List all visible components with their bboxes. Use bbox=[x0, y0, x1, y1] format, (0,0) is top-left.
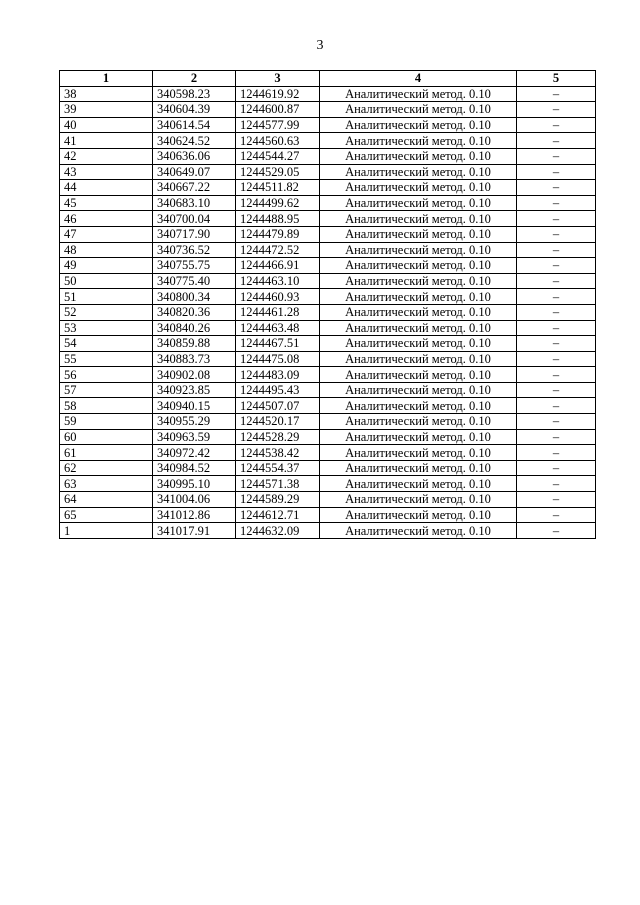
x-coordinate-cell: 340775.40 bbox=[153, 273, 236, 289]
method-cell: Аналитический метод. 0.10 bbox=[320, 523, 517, 539]
note-cell: – bbox=[517, 523, 596, 539]
table-row bbox=[60, 304, 596, 320]
point-number-cell: 54 bbox=[60, 336, 153, 352]
note-cell: – bbox=[517, 492, 596, 508]
table-row bbox=[60, 242, 596, 258]
x-coordinate-cell: 340972.42 bbox=[153, 445, 236, 461]
note-cell: – bbox=[517, 180, 596, 196]
method-cell: Аналитический метод. 0.10 bbox=[320, 460, 517, 476]
x-coordinate-cell: 340984.52 bbox=[153, 460, 236, 476]
point-number-cell: 61 bbox=[60, 445, 153, 461]
method-cell: Аналитический метод. 0.10 bbox=[320, 507, 517, 523]
note-cell: – bbox=[517, 445, 596, 461]
point-number-cell: 42 bbox=[60, 148, 153, 164]
table-row bbox=[60, 226, 596, 242]
y-coordinate-cell: 1244472.52 bbox=[236, 242, 320, 258]
method-cell: Аналитический метод. 0.10 bbox=[320, 320, 517, 336]
point-number-cell: 38 bbox=[60, 86, 153, 102]
point-number-cell: 1 bbox=[60, 523, 153, 539]
y-coordinate-cell: 1244466.91 bbox=[236, 258, 320, 274]
y-coordinate-cell: 1244538.42 bbox=[236, 445, 320, 461]
table-row bbox=[60, 445, 596, 461]
y-coordinate-cell: 1244483.09 bbox=[236, 367, 320, 383]
note-cell: – bbox=[517, 414, 596, 430]
y-coordinate-cell: 1244461.28 bbox=[236, 304, 320, 320]
point-number-cell: 43 bbox=[60, 164, 153, 180]
x-coordinate-cell: 340995.10 bbox=[153, 476, 236, 492]
table-row bbox=[60, 414, 596, 430]
x-coordinate-cell: 340963.59 bbox=[153, 429, 236, 445]
y-coordinate-cell: 1244507.07 bbox=[236, 398, 320, 414]
coordinates-table bbox=[59, 70, 596, 539]
point-number-cell: 47 bbox=[60, 226, 153, 242]
table-row bbox=[60, 336, 596, 352]
method-cell: Аналитический метод. 0.10 bbox=[320, 476, 517, 492]
note-cell: – bbox=[517, 398, 596, 414]
x-coordinate-cell: 340940.15 bbox=[153, 398, 236, 414]
y-coordinate-cell: 1244571.38 bbox=[236, 476, 320, 492]
method-cell: Аналитический метод. 0.10 bbox=[320, 195, 517, 211]
point-number-cell: 55 bbox=[60, 351, 153, 367]
x-coordinate-cell: 340859.88 bbox=[153, 336, 236, 352]
note-cell: – bbox=[517, 117, 596, 133]
x-coordinate-cell: 340717.90 bbox=[153, 226, 236, 242]
y-coordinate-cell: 1244612.71 bbox=[236, 507, 320, 523]
method-cell: Аналитический метод. 0.10 bbox=[320, 148, 517, 164]
y-coordinate-cell: 1244475.08 bbox=[236, 351, 320, 367]
method-cell: Аналитический метод. 0.10 bbox=[320, 258, 517, 274]
x-coordinate-cell: 340604.39 bbox=[153, 102, 236, 118]
page-number: 3 bbox=[316, 38, 324, 53]
x-coordinate-cell: 340800.34 bbox=[153, 289, 236, 305]
column-header-3: 3 bbox=[236, 71, 320, 87]
note-cell: – bbox=[517, 148, 596, 164]
note-cell: – bbox=[517, 476, 596, 492]
method-cell: Аналитический метод. 0.10 bbox=[320, 164, 517, 180]
column-header-4: 4 bbox=[320, 71, 517, 87]
table-row bbox=[60, 460, 596, 476]
y-coordinate-cell: 1244632.09 bbox=[236, 523, 320, 539]
y-coordinate-cell: 1244619.92 bbox=[236, 86, 320, 102]
x-coordinate-cell: 341017.91 bbox=[153, 523, 236, 539]
point-number-cell: 49 bbox=[60, 258, 153, 274]
point-number-cell: 51 bbox=[60, 289, 153, 305]
point-number-cell: 58 bbox=[60, 398, 153, 414]
note-cell: – bbox=[517, 351, 596, 367]
method-cell: Аналитический метод. 0.10 bbox=[320, 211, 517, 227]
point-number-cell: 64 bbox=[60, 492, 153, 508]
table-row bbox=[60, 382, 596, 398]
note-cell: – bbox=[517, 382, 596, 398]
x-coordinate-cell: 340883.73 bbox=[153, 351, 236, 367]
method-cell: Аналитический метод. 0.10 bbox=[320, 133, 517, 149]
x-coordinate-cell: 340683.10 bbox=[153, 195, 236, 211]
y-coordinate-cell: 1244577.99 bbox=[236, 117, 320, 133]
note-cell: – bbox=[517, 273, 596, 289]
table-row bbox=[60, 117, 596, 133]
x-coordinate-cell: 340820.36 bbox=[153, 304, 236, 320]
table-row bbox=[60, 367, 596, 383]
x-coordinate-cell: 340840.26 bbox=[153, 320, 236, 336]
x-coordinate-cell: 340902.08 bbox=[153, 367, 236, 383]
method-cell: Аналитический метод. 0.10 bbox=[320, 367, 517, 383]
y-coordinate-cell: 1244511.82 bbox=[236, 180, 320, 196]
y-coordinate-cell: 1244528.29 bbox=[236, 429, 320, 445]
point-number-cell: 45 bbox=[60, 195, 153, 211]
point-number-cell: 48 bbox=[60, 242, 153, 258]
note-cell: – bbox=[517, 102, 596, 118]
note-cell: – bbox=[517, 336, 596, 352]
table-row bbox=[60, 476, 596, 492]
method-cell: Аналитический метод. 0.10 bbox=[320, 351, 517, 367]
method-cell: Аналитический метод. 0.10 bbox=[320, 117, 517, 133]
x-coordinate-cell: 340923.85 bbox=[153, 382, 236, 398]
point-number-cell: 59 bbox=[60, 414, 153, 430]
x-coordinate-cell: 340955.29 bbox=[153, 414, 236, 430]
table-row bbox=[60, 429, 596, 445]
table-row bbox=[60, 273, 596, 289]
note-cell: – bbox=[517, 258, 596, 274]
method-cell: Аналитический метод. 0.10 bbox=[320, 429, 517, 445]
column-header-1: 1 bbox=[60, 71, 153, 87]
note-cell: – bbox=[517, 320, 596, 336]
method-cell: Аналитический метод. 0.10 bbox=[320, 492, 517, 508]
table-row bbox=[60, 180, 596, 196]
y-coordinate-cell: 1244520.17 bbox=[236, 414, 320, 430]
y-coordinate-cell: 1244479.89 bbox=[236, 226, 320, 242]
y-coordinate-cell: 1244467.51 bbox=[236, 336, 320, 352]
table-row bbox=[60, 133, 596, 149]
table-row bbox=[60, 102, 596, 118]
method-cell: Аналитический метод. 0.10 bbox=[320, 398, 517, 414]
point-number-cell: 60 bbox=[60, 429, 153, 445]
y-coordinate-cell: 1244600.87 bbox=[236, 102, 320, 118]
table-row bbox=[60, 351, 596, 367]
method-cell: Аналитический метод. 0.10 bbox=[320, 304, 517, 320]
x-coordinate-cell: 340624.52 bbox=[153, 133, 236, 149]
note-cell: – bbox=[517, 460, 596, 476]
note-cell: – bbox=[517, 507, 596, 523]
point-number-cell: 52 bbox=[60, 304, 153, 320]
point-number-cell: 63 bbox=[60, 476, 153, 492]
point-number-cell: 50 bbox=[60, 273, 153, 289]
y-coordinate-cell: 1244499.62 bbox=[236, 195, 320, 211]
table-header-row bbox=[60, 71, 596, 87]
table-row bbox=[60, 320, 596, 336]
method-cell: Аналитический метод. 0.10 bbox=[320, 86, 517, 102]
y-coordinate-cell: 1244463.48 bbox=[236, 320, 320, 336]
note-cell: – bbox=[517, 195, 596, 211]
note-cell: – bbox=[517, 133, 596, 149]
table-row bbox=[60, 507, 596, 523]
method-cell: Аналитический метод. 0.10 bbox=[320, 445, 517, 461]
point-number-cell: 56 bbox=[60, 367, 153, 383]
table-row bbox=[60, 398, 596, 414]
point-number-cell: 40 bbox=[60, 117, 153, 133]
x-coordinate-cell: 341012.86 bbox=[153, 507, 236, 523]
method-cell: Аналитический метод. 0.10 bbox=[320, 273, 517, 289]
method-cell: Аналитический метод. 0.10 bbox=[320, 382, 517, 398]
table-row bbox=[60, 195, 596, 211]
note-cell: – bbox=[517, 86, 596, 102]
note-cell: – bbox=[517, 211, 596, 227]
x-coordinate-cell: 340700.04 bbox=[153, 211, 236, 227]
x-coordinate-cell: 340736.52 bbox=[153, 242, 236, 258]
table-row bbox=[60, 211, 596, 227]
table-row bbox=[60, 148, 596, 164]
table-row bbox=[60, 86, 596, 102]
y-coordinate-cell: 1244589.29 bbox=[236, 492, 320, 508]
table-body bbox=[60, 86, 596, 538]
method-cell: Аналитический метод. 0.10 bbox=[320, 289, 517, 305]
x-coordinate-cell: 340614.54 bbox=[153, 117, 236, 133]
point-number-cell: 53 bbox=[60, 320, 153, 336]
point-number-cell: 44 bbox=[60, 180, 153, 196]
table-row bbox=[60, 258, 596, 274]
y-coordinate-cell: 1244554.37 bbox=[236, 460, 320, 476]
method-cell: Аналитический метод. 0.10 bbox=[320, 180, 517, 196]
method-cell: Аналитический метод. 0.10 bbox=[320, 226, 517, 242]
method-cell: Аналитический метод. 0.10 bbox=[320, 102, 517, 118]
note-cell: – bbox=[517, 367, 596, 383]
point-number-cell: 46 bbox=[60, 211, 153, 227]
x-coordinate-cell: 340755.75 bbox=[153, 258, 236, 274]
x-coordinate-cell: 341004.06 bbox=[153, 492, 236, 508]
note-cell: – bbox=[517, 289, 596, 305]
note-cell: – bbox=[517, 304, 596, 320]
table-row bbox=[60, 164, 596, 180]
y-coordinate-cell: 1244460.93 bbox=[236, 289, 320, 305]
point-number-cell: 65 bbox=[60, 507, 153, 523]
point-number-cell: 62 bbox=[60, 460, 153, 476]
point-number-cell: 39 bbox=[60, 102, 153, 118]
note-cell: – bbox=[517, 242, 596, 258]
x-coordinate-cell: 340667.22 bbox=[153, 180, 236, 196]
point-number-cell: 41 bbox=[60, 133, 153, 149]
y-coordinate-cell: 1244463.10 bbox=[236, 273, 320, 289]
point-number-cell: 57 bbox=[60, 382, 153, 398]
column-header-5: 5 bbox=[517, 71, 596, 87]
y-coordinate-cell: 1244560.63 bbox=[236, 133, 320, 149]
y-coordinate-cell: 1244488.95 bbox=[236, 211, 320, 227]
note-cell: – bbox=[517, 164, 596, 180]
table-row bbox=[60, 289, 596, 305]
method-cell: Аналитический метод. 0.10 bbox=[320, 242, 517, 258]
x-coordinate-cell: 340649.07 bbox=[153, 164, 236, 180]
table-row bbox=[60, 492, 596, 508]
note-cell: – bbox=[517, 226, 596, 242]
method-cell: Аналитический метод. 0.10 bbox=[320, 414, 517, 430]
x-coordinate-cell: 340598.23 bbox=[153, 86, 236, 102]
method-cell: Аналитический метод. 0.10 bbox=[320, 336, 517, 352]
column-header-2: 2 bbox=[153, 71, 236, 87]
table-row bbox=[60, 523, 596, 539]
x-coordinate-cell: 340636.06 bbox=[153, 148, 236, 164]
y-coordinate-cell: 1244495.43 bbox=[236, 382, 320, 398]
y-coordinate-cell: 1244529.05 bbox=[236, 164, 320, 180]
note-cell: – bbox=[517, 429, 596, 445]
y-coordinate-cell: 1244544.27 bbox=[236, 148, 320, 164]
